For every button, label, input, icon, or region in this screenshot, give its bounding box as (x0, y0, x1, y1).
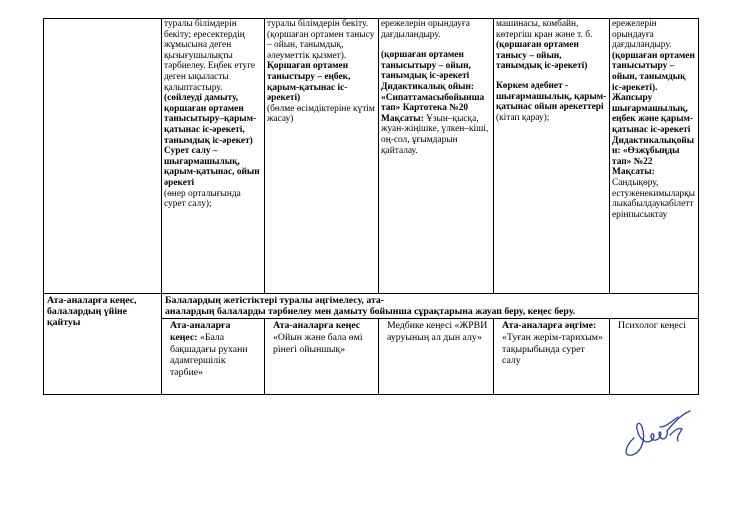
cell-game-title: Дидактикалықойын: «Өзжұбыңды тап» №22 (612, 135, 695, 167)
consult-text: Медбике кеңесі «ЖРВИ ауруының ал дын алу» (387, 320, 488, 343)
consult-text: «Туған жерім-тарихым» тақырыбында сурет салу (502, 331, 603, 367)
cell-text: туралы білімдерін бекіту; ересектердің жұмысына деген қызығушылықты тәрбиелеу. Еңбек етуге деген ықыласты қалыптастыру. (164, 19, 256, 93)
consult-label: Ата-аналарға кеңес (273, 320, 361, 331)
consult-text: «Ойын және бала өмі рінегі ойыншық» (273, 331, 363, 355)
summary-line-2: аналардың балаларды тәрбиелеу мен дамыту бойынша сұрақтарына жауап беру, кеңес беру. (165, 306, 576, 317)
cell-text: (өнер орталығында сурет салу); (164, 188, 241, 210)
activities-cell-4 (494, 19, 610, 294)
cell-game-title: Дидактикалық ойын: «Сипаттамасыбойынша тап» Картотека №20 (381, 81, 485, 114)
schedule-table (43, 18, 699, 395)
goal-text: Ұзын–қысқа, жуан-жіңішке, үлкен–кіші, оң-сол, ұғымдарын қайталау. (381, 113, 489, 156)
cell-activity-type: (сөйлеуді дамыту, қоршаған ортамен танысытыру–қарым-қатынас іс-әрекеті, танымдық іс-әрекет) (164, 93, 257, 146)
activities-row-label-cell (44, 19, 162, 294)
cell-activity-title: Қоршаған ортамен таныстыру – еңбек, қарым-қатынас іс-әрекеті) (267, 61, 351, 104)
activities-cell-1 (162, 19, 265, 294)
cell-text: машинасы, комбайн, көтергіш кран және т. б. (496, 19, 593, 40)
cell-activity-type: (қоршаған ортамен танысытыру – ойын, танымдық іс-әрекеті (381, 50, 471, 82)
consult-text: Психолог кеңесі (618, 320, 686, 331)
cell-text: ережелерін орындауға дағдыландыру. (381, 19, 470, 40)
consult-text: «Бала бақшадағы рухани адамгершілік тәрбие» (170, 331, 248, 379)
parents-summary-row (44, 294, 699, 319)
consult-cell-2 (265, 319, 379, 395)
cell-activity-type: (қоршаған ортамен танысытыру – ойын, танымдық іс-әрекеті). (612, 50, 695, 93)
goal-text: Сандықөру, естуженекимыларқылыкабылдаукабілеттерiнпысыктау (612, 177, 695, 220)
goal-label: Мақсаты: (381, 113, 424, 124)
activities-cell-5 (610, 19, 699, 294)
consult-label: Ата-аналарға әңгіме: (502, 320, 597, 331)
activities-cell-3 (379, 19, 494, 294)
consult-cell-4 (494, 319, 610, 395)
cell-text: ережелерін орындауға дағдыландыру. (612, 19, 672, 51)
consult-cell-1 (162, 319, 265, 395)
parents-summary (162, 294, 699, 319)
cell-text: (бөлме өсімдіктеріне күтім жасау) (267, 103, 375, 125)
consult-cell-5 (610, 319, 699, 395)
consult-label: Ата-аналарға кеңес: (170, 320, 231, 343)
goal-label: Мақсаты: (612, 167, 655, 178)
cell-text: (қоршаған ортамен таныcу – ойын, танымдық, әлеуметтік қызмет). (267, 29, 375, 61)
activities-row (44, 19, 699, 294)
cell-activity-title: Сурет салу – шығармашылық, қарым-қатынас, ойын әрекеті (164, 146, 260, 188)
cell-activity-title: Жапсыру шығармашылық, еңбек және қарым-қатынас іс-әрекеті (612, 93, 694, 135)
handwritten-signature (620, 405, 695, 460)
parents-row-label: Ата-аналарға кеңес, балалардың үйіне қайтуы (44, 294, 162, 395)
consult-cell-3 (379, 319, 494, 395)
cell-activity-type: (қоршаған ортамен таныcу – ойын, танымдық іс-әрекеті) (496, 40, 588, 72)
activities-cell-2 (265, 19, 379, 294)
cell-text: (кітап қарау); (496, 112, 550, 123)
summary-line-1: Балалардың жетістіктері туралы әңгімелесу, ата- (165, 295, 385, 306)
cell-text: туралы білімдерін бекіту. (267, 19, 369, 29)
cell-activity-title: Көркем әдебиет - шығармашылық, қарым-қатынас ойын әрекеттері (496, 80, 607, 113)
